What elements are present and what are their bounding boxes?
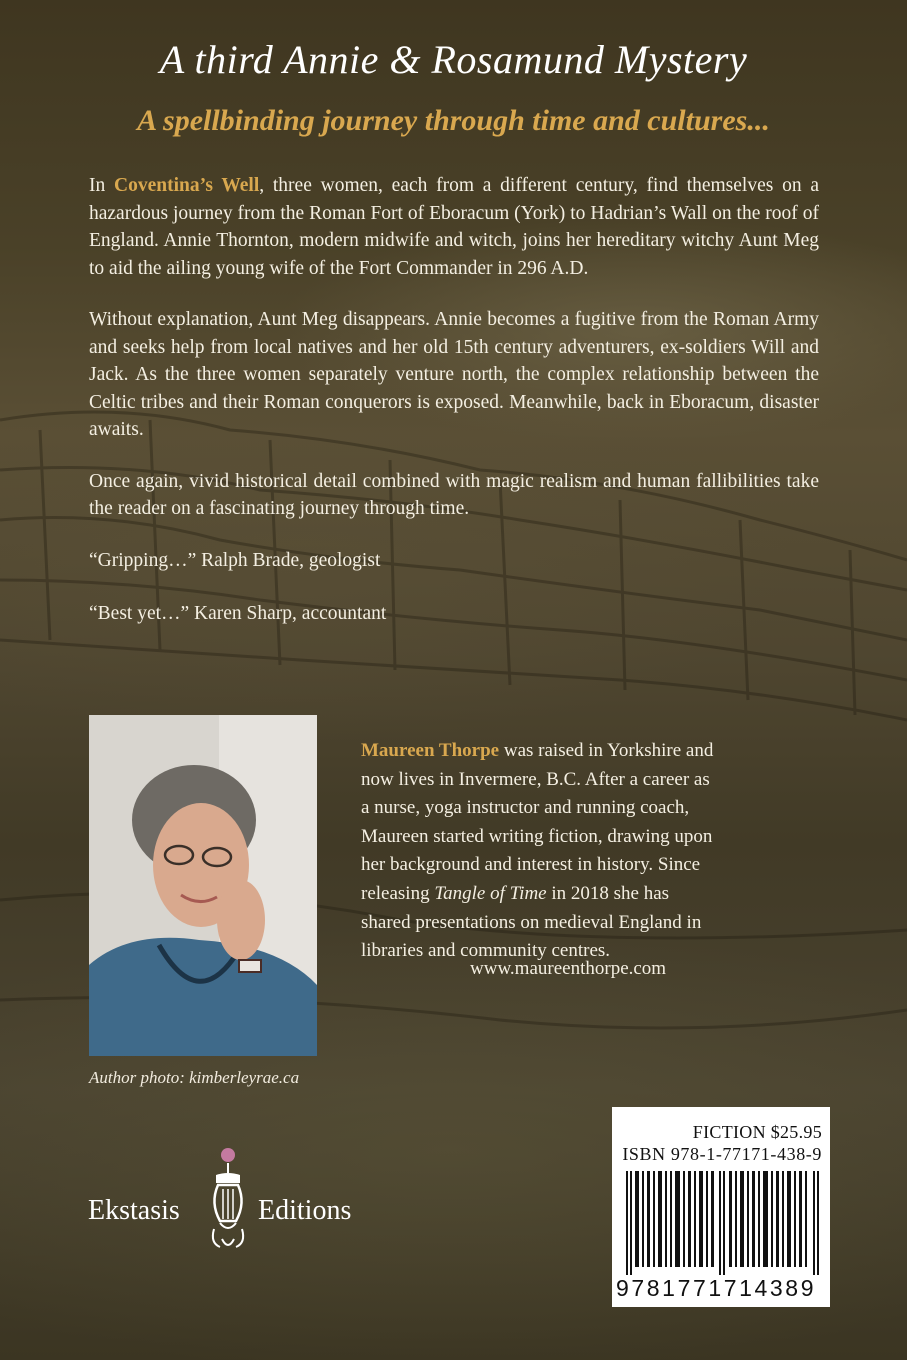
bio-book-title: Tangle of Time	[434, 882, 547, 904]
barcode-digits: 9781771714389	[616, 1275, 817, 1301]
bio-text-1: was raised in Yorkshire and now lives in Invermere, B.C. After a career as a nurse, yoga instructor and running coach, Maureen started writing fiction, drawing upon her background and interest in history. Since releasing	[361, 740, 714, 904]
barcode-box	[612, 1107, 830, 1307]
barcode	[624, 1171, 822, 1275]
book-title: Coventina’s Well	[114, 175, 260, 196]
author-bio	[361, 737, 721, 966]
author-website[interactable]: www.maureenthorpe.com	[470, 958, 667, 979]
blurb-intro: In	[89, 175, 114, 196]
tagline: A spellbinding journey through time and cultures...	[137, 104, 770, 137]
blurb	[89, 172, 819, 654]
lyre-icon	[206, 1143, 250, 1253]
review-quote-2: “Best yet…” Karen Sharp, accountant	[89, 603, 387, 624]
blurb-paragraph-1	[89, 172, 819, 282]
bio-text-2: in 2018 she has shared presentations on medieval England in libraries and community centres.	[361, 882, 702, 962]
blurb-paragraph-2: Without explanation, Aunt Meg disappears. Annie becomes a fugitive from the Roman Army and seeks help from local natives and her old 15th century adventurers, ex-soldiers Will and Jack. As the three women separately venture north, the complex relationship between the Celtic tribes and their Roman conquerors is exposed. Meanwhile, back in Eboracum, disaster awaits.	[89, 309, 819, 440]
publisher-name-left: Ekstasis	[88, 1195, 180, 1226]
photo-credit: Author photo: kimberleyrae.ca	[89, 1068, 300, 1087]
publisher-logo	[88, 1143, 368, 1253]
publisher-name-right: Editions	[258, 1195, 352, 1226]
blurb-paragraph-3: Once again, vivid historical detail combined with magic realism and human fallibilities take the reader on a fascinating journey through time.	[89, 470, 819, 519]
price-line: FICTION $25.95	[692, 1122, 822, 1142]
blurb-paragraph-1-rest: , three women, each from a different century, find themselves on a hazardous journey from the Roman Fort of Eboracum (York) to Hadrian’s Wall on the roof of England. Annie Thornton, modern midwife and witch, joins her hereditary witchy Aunt Meg to aid the ailing young wife of the Fort Commander in 296 A.D.	[89, 175, 819, 279]
series-title: A third Annie & Rosamund Mystery	[159, 37, 748, 82]
review-quote-1: “Gripping…” Ralph Brade, geologist	[89, 549, 381, 571]
author-name: Maureen Thorpe	[361, 740, 500, 761]
isbn-line: ISBN 978-1-77171-438-9	[622, 1144, 822, 1164]
author-photo	[89, 715, 317, 1056]
